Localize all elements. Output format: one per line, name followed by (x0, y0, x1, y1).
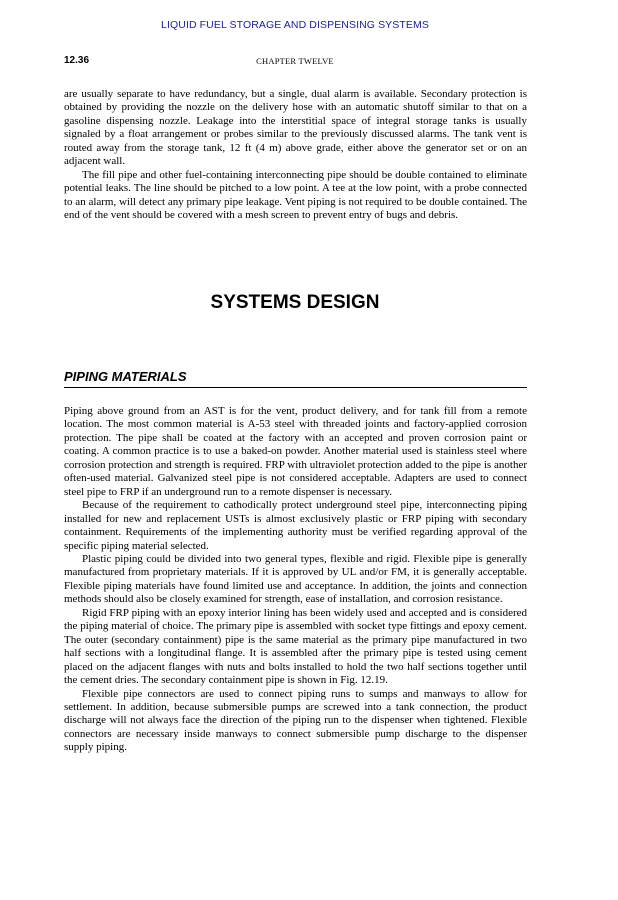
running-title: LIQUID FUEL STORAGE AND DISPENSING SYSTEMS (161, 19, 429, 31)
paragraph: Plastic piping could be divided into two general types, flexible and rigid. Flexible pipe is generally manufactured from proprietary materials. If it is approved by UL and/or FM, it is generally acceptable. Flexible piping materials have found limited use and acceptance. In addition, the joints and connection methods should also be closely examined for strength, ease of installation, and corrosion resistance. (64, 552, 527, 606)
page-number: 12.36 (64, 55, 90, 66)
piping-materials-text (64, 405, 527, 755)
chapter-label: CHAPTER TWELVE (256, 56, 334, 66)
paragraph: The fill pipe and other fuel-containing interconnecting pipe should be double contained to eliminate potential leaks. The line should be pitched to a low point. A tee at the low point, with a probe connected to an alarm, will detect any primary pipe leakage. Vent piping is not required to be double contained. The end of the vent should be covered with a mesh screen to prevent entry of bugs and debris. (64, 168, 527, 222)
section-heading: SYSTEMS DESIGN (210, 292, 380, 313)
paragraph: Rigid FRP piping with an epoxy interior lining has been widely used and accepted and is considered the piping material of choice. The primary pipe is assembled with socket type fittings and epoxy cement. The outer (secondary containment) pipe is the same material as the primary pipe manufactured in two half sections with a longitudinal flange. It is assembled after the primary pipe is tested using cement placed on the adjacent flanges with nuts and bolts installed to hold the two half sections together until the cement dries. The secondary containment pipe is shown in Fig. 12.19. (64, 606, 527, 687)
paragraph: are usually separate to have redundancy, but a single, dual alarm is available. Secondary protection is obtained by providing the nozzle on the delivery hose with an automatic shutoff similar to that on a gasoline dispensing nozzle. Leakage into the interstitial space of integral storage tanks is usually signaled by a float arrangement or probes similar to the previously discussed alarms. The tank vent is routed away from the storage tank, 12 ft (4 m) above grade, either above the generator set or on an adjacent wall. (64, 88, 527, 168)
paragraph: Because of the requirement to cathodically protect underground steel pipe, interconnecting piping installed for new and replacement USTs is almost exclusively plastic or FRP piping with secondary containment. Requirements of the implementing authority must be verified regarding approval of the specific piping material selected. (64, 499, 527, 552)
subsection-heading: PIPING MATERIALS (64, 369, 187, 384)
heading-divider (64, 387, 527, 388)
paragraph: Piping above ground from an AST is for the vent, product delivery, and for tank fill from a remote location. The most common material is A-53 steel with threaded joints and factory-applied corrosion protection. The pipe shall be coated at the factory with an accepted and proven corrosion paint or coating. A common practice is to use a baked-on powder. Another material used is stainless steel where corrosion protection and strength is required. FRP with ultraviolet protection added to the pipe is another often-used material. Galvanized steel pipe is not considered acceptable. Adapters are used to connect steel pipe to FRP if an underground run to a remote dispenser is necessary. (64, 405, 527, 498)
intro-text (64, 88, 527, 223)
paragraph: Flexible pipe connectors are used to connect piping runs to sumps and manways to allow for settlement. In addition, because submersible pumps are screwed into a tank connection, the product discharge will not always face the direction of the piping run to the dispenser when tightened. Flexible connectors are necessary inside manways to connect submersible pump discharge to the dispenser supply piping. (64, 687, 527, 754)
